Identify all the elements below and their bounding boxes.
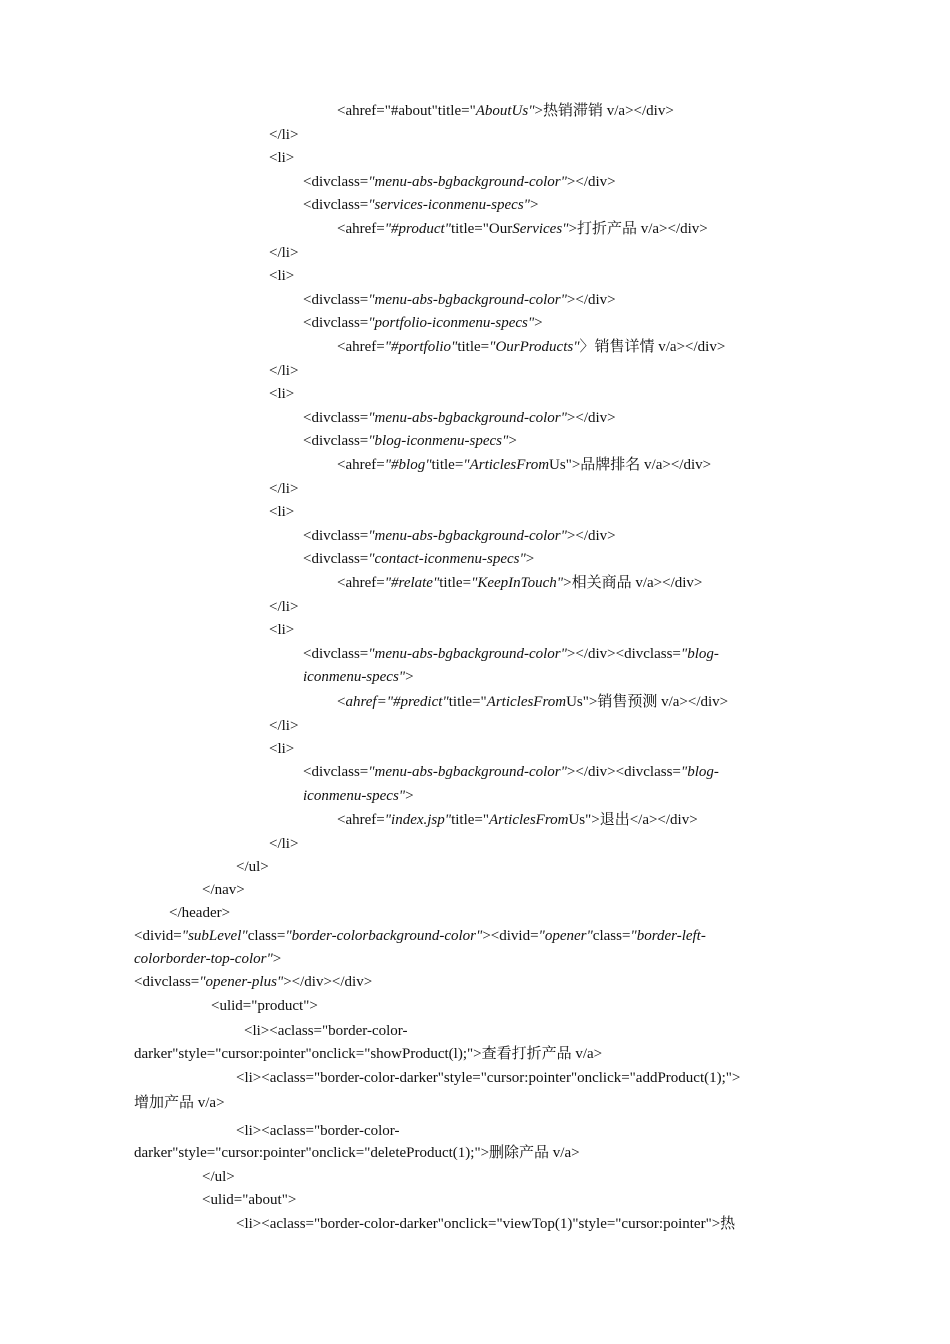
code-line: </li>	[269, 481, 299, 497]
code-line: <divclass="contact-iconmenu-specs">	[303, 551, 535, 567]
code-line: <li>	[269, 504, 295, 520]
code-line: iconmenu-specs">	[303, 669, 414, 685]
code-line: <li>	[269, 150, 295, 166]
code-line: </ul>	[236, 859, 269, 875]
code-line: <divclass="menu-abs-bgbackground-color"></div>	[303, 292, 616, 308]
code-line: <li>	[269, 741, 295, 757]
code-line: </li>	[269, 363, 299, 379]
code-line: <divclass="menu-abs-bgbackground-color"></div><divclass="blog-	[303, 764, 719, 780]
code-line: darker"style="cursor:pointer"onclick="deleteProduct(1);">删除产品 v/a>	[134, 1145, 580, 1161]
code-line: iconmenu-specs">	[303, 788, 414, 804]
code-line: <ahref="#relate"title="KeepInTouch">相关商品 v/a></div>	[337, 575, 703, 591]
code-line: <ulid="about">	[202, 1192, 297, 1208]
code-line: </li>	[269, 127, 299, 143]
code-line: <ahref="#blog"title="ArticlesFromUs">品牌排名 v/a></div>	[337, 457, 712, 473]
code-line: <divclass="opener-plus"></div></div>	[134, 974, 373, 990]
code-line: <li>	[269, 268, 295, 284]
code-line: <divclass="menu-abs-bgbackground-color"></div><divclass="blog-	[303, 646, 719, 662]
code-line: darker"style="cursor:pointer"onclick="showProduct(l);">查看打折产品 v/a>	[134, 1046, 603, 1062]
code-line: </li>	[269, 718, 299, 734]
code-line: </li>	[269, 245, 299, 261]
code-line: </ul>	[202, 1169, 235, 1185]
code-line: <ahref="#product"title="OurServices">打折产品 v/a></div>	[337, 221, 708, 237]
code-line: <ahref="#portfolio"title="OurProducts"〉销售详情 v/a></div>	[337, 339, 726, 355]
code-line: </nav>	[202, 882, 245, 898]
code-line: <ulid="product">	[211, 998, 318, 1014]
code-line: <li>	[269, 386, 295, 402]
code-line: <divclass="blog-iconmenu-specs">	[303, 433, 517, 449]
code-line: </header>	[169, 905, 231, 921]
code-line: <divclass="portfolio-iconmenu-specs">	[303, 315, 543, 331]
code-line: <li><aclass="border-color-	[236, 1123, 400, 1139]
code-line: colorborder-top-color">	[134, 951, 282, 967]
code-line: <li><aclass="border-color-	[244, 1023, 408, 1039]
code-line: <ahref="index.jsp"title="ArticlesFromUs">退出</a></div>	[337, 812, 698, 828]
code-line: <divid="subLevel"class="border-colorbackground-color"><divid="opener"class="border-left-	[134, 928, 706, 944]
code-line: <ahref="#predict"title="ArticlesFromUs">销售预测 v/a></div>	[337, 694, 729, 710]
code-line: </li>	[269, 599, 299, 615]
code-line: </li>	[269, 836, 299, 852]
code-line: <li><aclass="border-color-darker"onclick="viewTop(1)"style="cursor:pointer">热	[236, 1216, 736, 1232]
code-line: <li>	[269, 622, 295, 638]
code-line: <divclass="menu-abs-bgbackground-color"></div>	[303, 174, 616, 190]
code-line: <divclass="services-iconmenu-specs">	[303, 197, 539, 213]
code-line: <divclass="menu-abs-bgbackground-color"></div>	[303, 410, 616, 426]
code-line: <ahref="#about"title="AboutUs">热销滞销 v/a></div>	[337, 103, 674, 119]
code-line: <li><aclass="border-color-darker"style="cursor:pointer"onclick="addProduct(1);">	[236, 1070, 741, 1086]
code-line: 增加产品 v/a>	[134, 1095, 225, 1111]
code-line: <divclass="menu-abs-bgbackground-color"></div>	[303, 528, 616, 544]
